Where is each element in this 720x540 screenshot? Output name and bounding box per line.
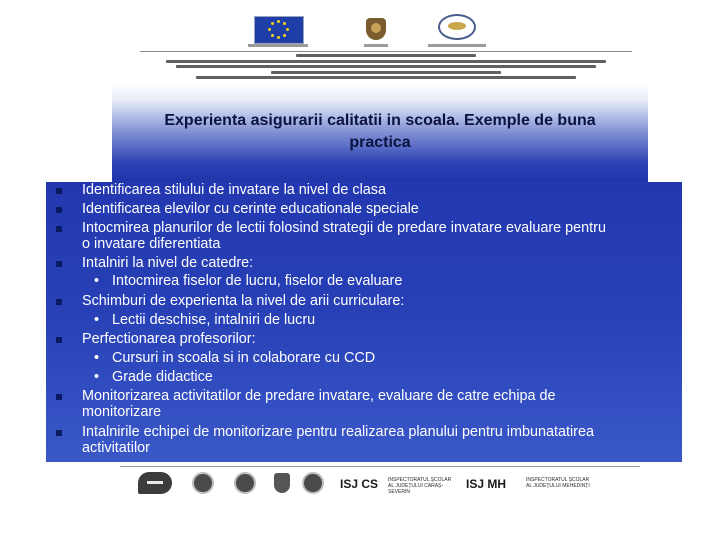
dot-bullet-icon: •: [94, 312, 100, 328]
slide-title-band: [112, 82, 648, 182]
funding-notice-text: [140, 54, 632, 82]
content-panel: [46, 182, 682, 462]
sub-list-item-text: Lectii deschise, intalniri de lucru: [112, 312, 316, 328]
list-item-text-cont: activitatilor: [82, 440, 150, 456]
dot-bullet-icon: •: [94, 369, 100, 385]
isj-cs-subtitle: [388, 477, 458, 503]
square-bullet-icon: [56, 337, 62, 343]
list-item-text: Perfectionarea profesorilor:: [82, 331, 256, 347]
square-bullet-icon: [56, 188, 62, 194]
square-bullet-icon: [56, 394, 62, 400]
speech-bubble-logo: [138, 470, 174, 496]
sub-list-item-text: Grade didactice: [112, 369, 213, 385]
header-divider: [140, 51, 632, 52]
square-bullet-icon: [56, 430, 62, 436]
dot-bullet-icon: •: [94, 350, 100, 366]
square-bullet-icon: [56, 207, 62, 213]
isj-mh-logo: ISJ MH: [466, 477, 507, 491]
list-item-text: Identificarea stilului de invatare la nivel de clasa: [82, 182, 386, 198]
government-crest-logo: [364, 14, 388, 48]
school-round-logo: [192, 470, 214, 496]
list-item-text: Identificarea elevilor cu cerinte educationale speciale: [82, 201, 419, 217]
footer-divider: [120, 466, 640, 467]
square-bullet-icon: [56, 226, 62, 232]
sub-list-item-text: Intocmirea fiselor de lucru, fiselor de evaluare: [112, 273, 403, 289]
list-item-text: Intalniri la nivel de catedre:: [82, 255, 254, 271]
institution-globe-logo: [428, 14, 486, 48]
list-item-text: Schimburi de experienta la nivel de arii curriculare:: [82, 293, 405, 309]
partner-round-logo: [234, 470, 256, 496]
slide-title-line2: practica: [349, 134, 411, 151]
isj-cs-subtitle-line2: AL JUDEȚULUI CARAȘ-SEVERIN: [388, 483, 444, 495]
isj-mh-subtitle-line1: INSPECTORATUL ȘCOLAR: [526, 477, 590, 483]
sub-list-item-text: Cursuri in scoala si in colaborare cu CCD: [112, 350, 376, 366]
isj-mh-subtitle-line2: AL JUDEȚULUI MEHEDINȚI: [526, 483, 590, 489]
eu-flag-logo: [248, 14, 308, 48]
isj-mh-subtitle: [526, 477, 598, 503]
list-item-text-cont: o invatare diferentiata: [82, 236, 221, 252]
list-item-text: Monitorizarea activitatilor de predare invatare, evaluare de catre echipa de: [82, 388, 556, 404]
header-logos: [0, 14, 720, 54]
list-item-text-cont: monitorizare: [82, 404, 162, 420]
square-bullet-icon: [56, 299, 62, 305]
romania-crest-logo: [272, 470, 292, 496]
dot-bullet-icon: •: [94, 273, 100, 289]
square-bullet-icon: [56, 261, 62, 267]
slide-title: [112, 82, 648, 154]
county-round-logo: [302, 470, 324, 496]
isj-cs-logo: ISJ CS: [340, 477, 379, 491]
list-item-text: Intalnirile echipei de monitorizare pentru realizarea planului pentru imbunatatirea: [82, 424, 594, 440]
list-item-text: Intocmirea planurilor de lectii folosind strategii de predare invatare evaluare pentru: [82, 220, 606, 236]
isj-cs-subtitle-line1: INSPECTORATUL ȘCOLAR: [388, 477, 452, 483]
slide-title-line1: Experienta asigurarii calitatii in scoala. Exemple de buna: [164, 112, 596, 129]
